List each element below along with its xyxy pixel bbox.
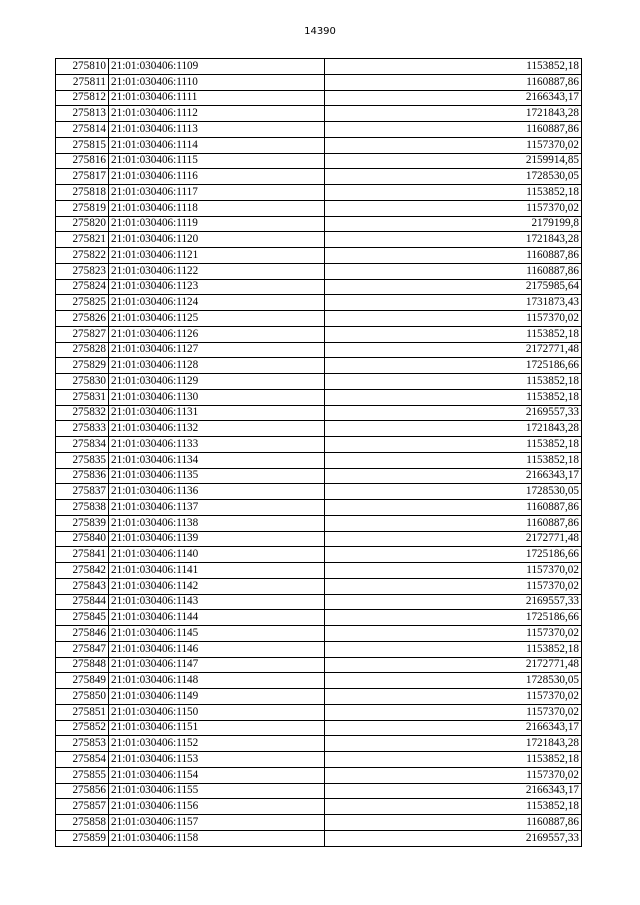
cadastral-number-cell: 21:01:030406:1152 (109, 736, 325, 752)
table-row (56, 452, 582, 468)
cadastral-number-cell: 21:01:030406:1112 (109, 106, 325, 122)
cadastral-value-cell: 2166343,17 (325, 90, 582, 106)
cadastral-value-cell: 1153852,18 (325, 59, 582, 75)
cadastral-value-cell: 2159914,85 (325, 153, 582, 169)
cadastral-value-cell: 1153852,18 (325, 641, 582, 657)
cadastral-number-cell: 21:01:030406:1143 (109, 594, 325, 610)
cadastral-value-cell: 2166343,17 (325, 783, 582, 799)
row-number-cell: 275817 (56, 169, 109, 185)
cadastral-number-cell: 21:01:030406:1157 (109, 815, 325, 831)
table-row (56, 295, 582, 311)
row-number-cell: 275823 (56, 263, 109, 279)
table-row (56, 232, 582, 248)
row-number-cell: 275838 (56, 500, 109, 516)
row-number-cell: 275821 (56, 232, 109, 248)
row-number-cell: 275856 (56, 783, 109, 799)
row-number-cell: 275849 (56, 673, 109, 689)
row-number-cell: 275814 (56, 122, 109, 138)
table-row (56, 263, 582, 279)
table-row (56, 783, 582, 799)
table-row (56, 484, 582, 500)
table-row (56, 437, 582, 453)
cadastral-value-cell: 1721843,28 (325, 106, 582, 122)
cadastral-number-cell: 21:01:030406:1148 (109, 673, 325, 689)
table-row (56, 736, 582, 752)
row-number-cell: 275826 (56, 311, 109, 327)
row-number-cell: 275813 (56, 106, 109, 122)
cadastral-value-cell: 1728530,05 (325, 169, 582, 185)
cadastral-number-cell: 21:01:030406:1111 (109, 90, 325, 106)
cadastral-number-cell: 21:01:030406:1115 (109, 153, 325, 169)
row-number-cell: 275810 (56, 59, 109, 75)
table-row (56, 74, 582, 90)
table-row (56, 531, 582, 547)
cadastral-number-cell: 21:01:030406:1114 (109, 137, 325, 153)
row-number-cell: 275832 (56, 405, 109, 421)
row-number-cell: 275846 (56, 626, 109, 642)
row-number-cell: 275839 (56, 515, 109, 531)
table-row (56, 468, 582, 484)
cadastral-number-cell: 21:01:030406:1113 (109, 122, 325, 138)
table-row (56, 673, 582, 689)
row-number-cell: 275812 (56, 90, 109, 106)
cadastral-number-cell: 21:01:030406:1150 (109, 704, 325, 720)
cadastral-value-cell: 2169557,33 (325, 405, 582, 421)
row-number-cell: 275845 (56, 610, 109, 626)
cadastral-value-cell: 2166343,17 (325, 468, 582, 484)
row-number-cell: 275830 (56, 374, 109, 390)
cadastral-number-cell: 21:01:030406:1135 (109, 468, 325, 484)
cadastral-number-cell: 21:01:030406:1126 (109, 326, 325, 342)
cadastral-number-cell: 21:01:030406:1110 (109, 74, 325, 90)
cadastral-value-cell: 1157370,02 (325, 626, 582, 642)
table-row (56, 405, 582, 421)
cadastral-value-cell: 2166343,17 (325, 720, 582, 736)
cadastral-number-cell: 21:01:030406:1129 (109, 374, 325, 390)
table-row (56, 185, 582, 201)
cadastral-value-cell: 1153852,18 (325, 752, 582, 768)
table-row (56, 248, 582, 264)
cadastral-number-cell: 21:01:030406:1121 (109, 248, 325, 264)
cadastral-value-cell: 2172771,48 (325, 342, 582, 358)
table-row (56, 326, 582, 342)
table-row (56, 578, 582, 594)
cadastral-value-cell: 1731873,43 (325, 295, 582, 311)
row-number-cell: 275851 (56, 704, 109, 720)
cadastral-value-cell: 2172771,48 (325, 657, 582, 673)
row-number-cell: 275848 (56, 657, 109, 673)
table-row (56, 216, 582, 232)
table-row (56, 641, 582, 657)
cadastral-value-cell: 1725186,66 (325, 610, 582, 626)
cadastral-value-cell: 2169557,33 (325, 594, 582, 610)
cadastral-number-cell: 21:01:030406:1136 (109, 484, 325, 500)
cadastral-value-cell: 1157370,02 (325, 767, 582, 783)
cadastral-value-cell: 1160887,86 (325, 515, 582, 531)
row-number-cell: 275837 (56, 484, 109, 500)
cadastral-number-cell: 21:01:030406:1131 (109, 405, 325, 421)
row-number-cell: 275840 (56, 531, 109, 547)
row-number-cell: 275827 (56, 326, 109, 342)
cadastral-value-cell: 1157370,02 (325, 704, 582, 720)
cadastral-number-cell: 21:01:030406:1130 (109, 389, 325, 405)
cadastral-number-cell: 21:01:030406:1125 (109, 311, 325, 327)
cadastral-number-cell: 21:01:030406:1134 (109, 452, 325, 468)
table-row (56, 106, 582, 122)
cadastral-number-cell: 21:01:030406:1144 (109, 610, 325, 626)
cadastral-value-cell: 1725186,66 (325, 358, 582, 374)
table-row (56, 594, 582, 610)
cadastral-value-cell: 2169557,33 (325, 830, 582, 846)
row-number-cell: 275842 (56, 563, 109, 579)
cadastral-value-cell: 1721843,28 (325, 421, 582, 437)
row-number-cell: 275852 (56, 720, 109, 736)
row-number-cell: 275824 (56, 279, 109, 295)
row-number-cell: 275819 (56, 200, 109, 216)
cadastral-number-cell: 21:01:030406:1151 (109, 720, 325, 736)
table-row (56, 704, 582, 720)
cadastral-number-cell: 21:01:030406:1147 (109, 657, 325, 673)
cadastral-value-cell: 2172771,48 (325, 531, 582, 547)
row-number-cell: 275835 (56, 452, 109, 468)
cadastral-value-cell: 1160887,86 (325, 815, 582, 831)
cadastral-value-table (55, 58, 582, 847)
table-row (56, 153, 582, 169)
table-row (56, 122, 582, 138)
table-row (56, 389, 582, 405)
table-row (56, 311, 582, 327)
cadastral-value-cell: 1153852,18 (325, 185, 582, 201)
cadastral-number-cell: 21:01:030406:1138 (109, 515, 325, 531)
cadastral-number-cell: 21:01:030406:1137 (109, 500, 325, 516)
table-row (56, 515, 582, 531)
page-number: 14390 (304, 26, 336, 37)
row-number-cell: 275828 (56, 342, 109, 358)
cadastral-number-cell: 21:01:030406:1139 (109, 531, 325, 547)
row-number-cell: 275829 (56, 358, 109, 374)
row-number-cell: 275844 (56, 594, 109, 610)
cadastral-number-cell: 21:01:030406:1141 (109, 563, 325, 579)
cadastral-number-cell: 21:01:030406:1128 (109, 358, 325, 374)
cadastral-number-cell: 21:01:030406:1119 (109, 216, 325, 232)
cadastral-number-cell: 21:01:030406:1124 (109, 295, 325, 311)
cadastral-value-cell: 1153852,18 (325, 326, 582, 342)
cadastral-value-cell: 1728530,05 (325, 484, 582, 500)
row-number-cell: 275858 (56, 815, 109, 831)
cadastral-number-cell: 21:01:030406:1149 (109, 689, 325, 705)
row-number-cell: 275822 (56, 248, 109, 264)
row-number-cell: 275820 (56, 216, 109, 232)
table-row (56, 563, 582, 579)
cadastral-value-cell: 2179199,8 (325, 216, 582, 232)
cadastral-number-cell: 21:01:030406:1142 (109, 578, 325, 594)
row-number-cell: 275825 (56, 295, 109, 311)
cadastral-number-cell: 21:01:030406:1158 (109, 830, 325, 846)
cadastral-value-cell: 1721843,28 (325, 736, 582, 752)
cadastral-value-cell: 1157370,02 (325, 200, 582, 216)
cadastral-number-cell: 21:01:030406:1122 (109, 263, 325, 279)
cadastral-number-cell: 21:01:030406:1155 (109, 783, 325, 799)
cadastral-value-cell: 1153852,18 (325, 799, 582, 815)
table-row (56, 547, 582, 563)
cadastral-number-cell: 21:01:030406:1127 (109, 342, 325, 358)
cadastral-value-cell: 1160887,86 (325, 74, 582, 90)
cadastral-number-cell: 21:01:030406:1117 (109, 185, 325, 201)
row-number-cell: 275841 (56, 547, 109, 563)
cadastral-value-cell: 1728530,05 (325, 673, 582, 689)
cadastral-number-cell: 21:01:030406:1132 (109, 421, 325, 437)
cadastral-value-cell: 1160887,86 (325, 263, 582, 279)
table-row (56, 657, 582, 673)
row-number-cell: 275834 (56, 437, 109, 453)
cadastral-value-cell: 1157370,02 (325, 689, 582, 705)
row-number-cell: 275853 (56, 736, 109, 752)
table-row (56, 200, 582, 216)
cadastral-number-cell: 21:01:030406:1120 (109, 232, 325, 248)
row-number-cell: 275836 (56, 468, 109, 484)
table-row (56, 752, 582, 768)
row-number-cell: 275815 (56, 137, 109, 153)
cadastral-value-cell: 1157370,02 (325, 137, 582, 153)
table-row (56, 626, 582, 642)
table-row (56, 815, 582, 831)
table-row (56, 830, 582, 846)
cadastral-number-cell: 21:01:030406:1118 (109, 200, 325, 216)
table-row (56, 610, 582, 626)
cadastral-number-cell: 21:01:030406:1123 (109, 279, 325, 295)
cadastral-value-cell: 2175985,64 (325, 279, 582, 295)
cadastral-value-cell: 1160887,86 (325, 500, 582, 516)
cadastral-number-cell: 21:01:030406:1116 (109, 169, 325, 185)
table-row (56, 500, 582, 516)
row-number-cell: 275847 (56, 641, 109, 657)
table-body (56, 59, 582, 847)
table-row (56, 279, 582, 295)
table-row (56, 169, 582, 185)
row-number-cell: 275818 (56, 185, 109, 201)
cadastral-value-cell: 1160887,86 (325, 122, 582, 138)
cadastral-value-cell: 1157370,02 (325, 578, 582, 594)
table-row (56, 59, 582, 75)
row-number-cell: 275855 (56, 767, 109, 783)
cadastral-number-cell: 21:01:030406:1146 (109, 641, 325, 657)
row-number-cell: 275850 (56, 689, 109, 705)
cadastral-value-cell: 1153852,18 (325, 389, 582, 405)
table-row (56, 358, 582, 374)
table-row (56, 799, 582, 815)
cadastral-value-cell: 1725186,66 (325, 547, 582, 563)
cadastral-value-cell: 1153852,18 (325, 437, 582, 453)
cadastral-value-cell: 1157370,02 (325, 563, 582, 579)
table-row (56, 421, 582, 437)
row-number-cell: 275843 (56, 578, 109, 594)
table-row (56, 767, 582, 783)
cadastral-number-cell: 21:01:030406:1154 (109, 767, 325, 783)
cadastral-number-cell: 21:01:030406:1109 (109, 59, 325, 75)
row-number-cell: 275833 (56, 421, 109, 437)
cadastral-number-cell: 21:01:030406:1156 (109, 799, 325, 815)
table-row (56, 720, 582, 736)
cadastral-number-cell: 21:01:030406:1140 (109, 547, 325, 563)
row-number-cell: 275854 (56, 752, 109, 768)
table-row (56, 90, 582, 106)
row-number-cell: 275816 (56, 153, 109, 169)
cadastral-value-cell: 1153852,18 (325, 452, 582, 468)
cadastral-number-cell: 21:01:030406:1133 (109, 437, 325, 453)
cadastral-value-cell: 1157370,02 (325, 311, 582, 327)
table-row (56, 137, 582, 153)
cadastral-number-cell: 21:01:030406:1145 (109, 626, 325, 642)
table-row (56, 342, 582, 358)
row-number-cell: 275811 (56, 74, 109, 90)
cadastral-value-cell: 1721843,28 (325, 232, 582, 248)
cadastral-number-cell: 21:01:030406:1153 (109, 752, 325, 768)
row-number-cell: 275857 (56, 799, 109, 815)
cadastral-value-cell: 1153852,18 (325, 374, 582, 390)
table-row (56, 689, 582, 705)
table-row (56, 374, 582, 390)
cadastral-value-cell: 1160887,86 (325, 248, 582, 264)
row-number-cell: 275831 (56, 389, 109, 405)
row-number-cell: 275859 (56, 830, 109, 846)
